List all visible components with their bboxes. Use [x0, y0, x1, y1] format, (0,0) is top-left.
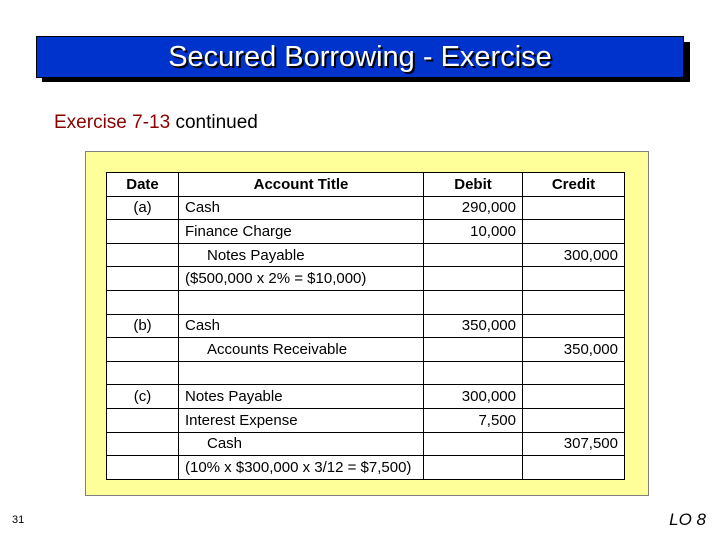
table-row	[107, 196, 625, 220]
header-debit: Debit	[424, 173, 523, 197]
debit-cell	[424, 267, 523, 291]
date-cell: (b)	[107, 314, 179, 338]
date-cell: (a)	[107, 196, 179, 220]
credit-cell	[523, 408, 625, 432]
explanation-cell: (10% x $300,000 x 3/12 = $7,500)	[179, 456, 424, 480]
header-account: Account Title	[179, 173, 424, 197]
explanation-cell: ($500,000 x 2% = $10,000)	[179, 267, 424, 291]
credit-cell	[523, 196, 625, 220]
debit-cell	[424, 432, 523, 456]
date-cell	[107, 338, 179, 362]
credit-cell	[523, 220, 625, 244]
account-cell: Cash	[179, 196, 424, 220]
account-cell: Accounts Receivable	[179, 338, 424, 362]
date-cell	[107, 432, 179, 456]
account-cell: Cash	[179, 432, 424, 456]
exercise-number: Exercise 7-13	[54, 112, 171, 133]
table-row	[107, 314, 625, 338]
table-row	[107, 267, 625, 291]
date-cell	[107, 267, 179, 291]
credit-cell: 307,500	[523, 432, 625, 456]
header-credit: Credit	[523, 173, 625, 197]
credit-cell	[523, 267, 625, 291]
subtitle	[54, 112, 258, 134]
account-cell: Finance Charge	[179, 220, 424, 244]
credit-cell	[523, 361, 625, 385]
account-cell	[179, 361, 424, 385]
account-cell: Notes Payable	[179, 385, 424, 409]
credit-cell	[523, 290, 625, 314]
debit-cell: 7,500	[424, 408, 523, 432]
learning-objective: LO 8	[669, 510, 706, 529]
table-row	[107, 456, 625, 480]
date-cell	[107, 243, 179, 267]
date-cell	[107, 290, 179, 314]
table-row	[107, 220, 625, 244]
date-cell	[107, 361, 179, 385]
debit-cell: 290,000	[424, 196, 523, 220]
date-cell: (c)	[107, 385, 179, 409]
debit-cell	[424, 456, 523, 480]
credit-cell: 300,000	[523, 243, 625, 267]
table-row	[107, 338, 625, 362]
date-cell	[107, 408, 179, 432]
debit-cell	[424, 290, 523, 314]
debit-cell	[424, 361, 523, 385]
credit-cell: 350,000	[523, 338, 625, 362]
credit-cell	[523, 385, 625, 409]
account-cell	[179, 290, 424, 314]
debit-cell: 10,000	[424, 220, 523, 244]
table-row	[107, 408, 625, 432]
table-row	[107, 243, 625, 267]
header-row	[107, 173, 625, 197]
credit-cell	[523, 314, 625, 338]
title-bar	[36, 36, 684, 78]
account-cell: Interest Expense	[179, 408, 424, 432]
date-cell	[107, 456, 179, 480]
journal-table	[106, 172, 625, 480]
table-row	[107, 385, 625, 409]
table-row	[107, 361, 625, 385]
header-date: Date	[107, 173, 179, 197]
debit-cell: 350,000	[424, 314, 523, 338]
table-row	[107, 432, 625, 456]
date-cell	[107, 220, 179, 244]
debit-cell: 300,000	[424, 385, 523, 409]
table-row	[107, 290, 625, 314]
subtitle-suffix: continued	[170, 112, 258, 133]
account-cell: Cash	[179, 314, 424, 338]
account-cell: Notes Payable	[179, 243, 424, 267]
slide-number: 31	[12, 514, 25, 526]
credit-cell	[523, 456, 625, 480]
slide-title: Secured Borrowing - Exercise	[168, 40, 552, 73]
debit-cell	[424, 338, 523, 362]
debit-cell	[424, 243, 523, 267]
